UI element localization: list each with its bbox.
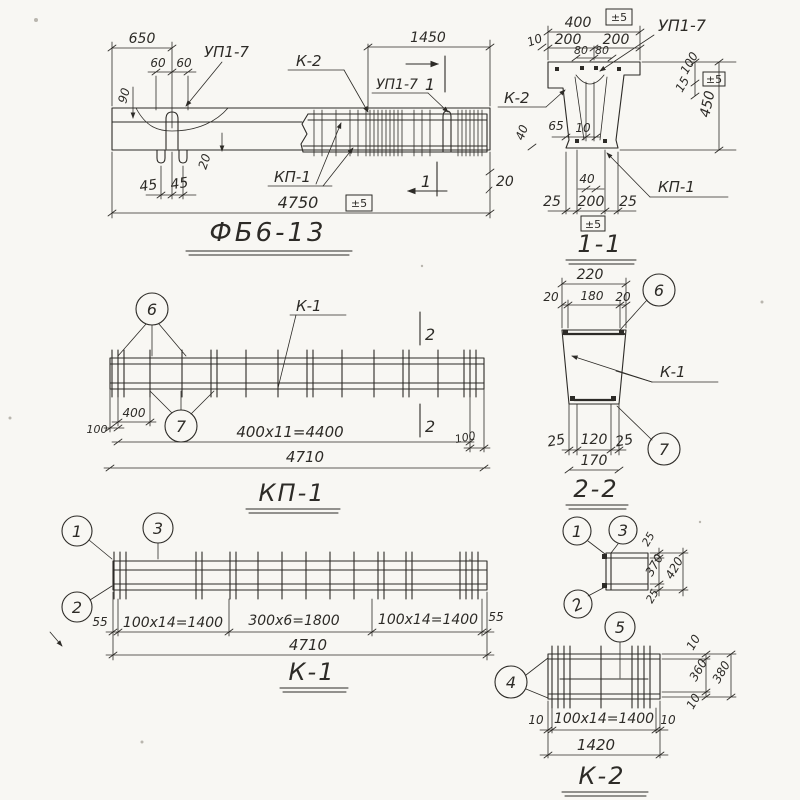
- detail-k1-section: [563, 516, 688, 618]
- view-title-k1-underline: [280, 688, 348, 692]
- section-1-mark-bottom: 1: [420, 172, 431, 191]
- dim-180: 180: [580, 289, 604, 303]
- dim-10-bottom: 10: [683, 691, 704, 712]
- rebar-dots: [563, 330, 624, 401]
- label-kp1: КП-1: [658, 178, 695, 196]
- dim-400: 400: [122, 406, 146, 420]
- dim-80a: 80: [574, 44, 588, 57]
- dim-25b: 25: [643, 586, 662, 606]
- dim-100-left: 100: [86, 423, 108, 436]
- view-title-k2: К-2: [578, 762, 626, 790]
- dim-10-top: 10: [683, 632, 704, 653]
- callout-1: 1: [571, 522, 583, 541]
- dim-380: 380: [709, 658, 734, 686]
- leader-k2: [546, 90, 565, 107]
- dim-1450: 1450: [410, 30, 446, 46]
- leader-kp1: [607, 153, 650, 197]
- label-k1: К-1: [660, 363, 686, 381]
- label-k2: К-2: [296, 52, 322, 70]
- callout-1-leader: [588, 541, 605, 554]
- dim-420: 420: [662, 554, 687, 582]
- dim-45a: 45: [138, 176, 159, 196]
- dim-25a: 25: [543, 194, 561, 210]
- callout-4-leaders: [526, 658, 548, 698]
- callout-6: 6: [146, 300, 158, 319]
- section-2-mark-bottom: 2: [425, 417, 436, 436]
- dim-15-right: 15: [672, 74, 693, 95]
- dim-10-mid: 10: [575, 121, 591, 135]
- dim-370: 370: [642, 551, 667, 579]
- dim-100-right: 100: [453, 429, 477, 447]
- dim-220: 220: [576, 267, 604, 283]
- leader-kp1-a: [316, 123, 341, 184]
- section-title-1-1-underline: [566, 260, 636, 264]
- dim-200c: 200: [577, 194, 605, 210]
- view-title-fb6-13-underline: [186, 251, 352, 255]
- leader-k2: [344, 70, 368, 112]
- view-title-fb6-13: ФБ6-13: [209, 218, 327, 248]
- dim-200b: 200: [602, 32, 630, 48]
- section-2-mark-top: 2: [425, 325, 436, 344]
- stirrup-bars: [564, 334, 624, 400]
- dim-360: 360: [686, 656, 711, 684]
- rebar-dot-top: [602, 554, 607, 559]
- dim-60a: 60: [150, 56, 166, 70]
- section-2-2: [543, 267, 718, 509]
- callout-2: 2: [71, 598, 83, 617]
- section-title-2-2-underline: [566, 505, 628, 509]
- k2-chords: [548, 654, 660, 699]
- callout-5: 5: [614, 618, 626, 637]
- leader-kp1-b: [323, 148, 353, 186]
- beam-recess-arc: [136, 108, 228, 131]
- callout-2-leader: [588, 587, 605, 596]
- k1-chords: [113, 561, 487, 590]
- label-up17: УП1-7: [658, 16, 706, 35]
- dim-200a: 200: [554, 32, 582, 48]
- panel-stirrup-lines: [314, 110, 482, 156]
- dim-80b: 80: [595, 44, 609, 57]
- callout-7: 7: [658, 440, 670, 459]
- dim-650-lines: [108, 42, 176, 128]
- dim-4750: 4750: [277, 193, 319, 212]
- tol-right: ±5: [705, 73, 723, 86]
- dim-25b: 25: [614, 431, 635, 451]
- label-up17-left: УП1-7: [204, 43, 249, 61]
- dim-40-bottom-lines: [578, 186, 604, 192]
- dim-run3: 100x14=1400: [377, 612, 479, 628]
- view-title-k2-underline: [562, 792, 648, 796]
- dim-40-left-tick: [528, 144, 536, 150]
- leader-k1: [278, 315, 296, 388]
- dim-65: 65: [548, 119, 564, 133]
- tol-bottom: ±5: [584, 218, 602, 231]
- dim-45b: 45: [169, 174, 190, 194]
- dim-170: 170: [580, 453, 608, 469]
- dim-25a: 25: [546, 431, 567, 451]
- section-1-mark-top: 1: [424, 75, 435, 94]
- dim-100-right: 100: [677, 49, 702, 77]
- dim-total: 1420: [576, 736, 616, 754]
- dim-20-mid: 20: [195, 152, 214, 171]
- dim-20-right: 20: [496, 174, 514, 190]
- dim-25b: 25: [619, 194, 637, 210]
- callout-1-leader: [89, 540, 112, 559]
- dim-450: 450: [697, 89, 719, 119]
- dim-55-left: 55: [92, 615, 108, 629]
- leader-up17-mid: [428, 93, 448, 112]
- dim-total: 4710: [288, 636, 328, 654]
- view-k2: [495, 612, 736, 796]
- label-up17-mid: УП1-7: [376, 77, 418, 93]
- k1-stirrups: [114, 552, 478, 599]
- trapezoid-outline: [562, 330, 626, 404]
- label-k1: К-1: [296, 297, 322, 315]
- label-k2: К-2: [504, 89, 530, 107]
- view-title-k1: К-1: [288, 658, 336, 686]
- dim-650: 650: [128, 31, 156, 47]
- callout-3: 3: [152, 519, 164, 538]
- tol-4750: ±5: [350, 197, 368, 210]
- section-title-2-2: 2-2: [573, 475, 619, 503]
- kp1-chords: [110, 358, 484, 389]
- tol-400: ±5: [610, 11, 628, 24]
- stray-arrow: [50, 632, 62, 646]
- dim-run: 100x14=1400: [553, 711, 655, 727]
- callout-4: 4: [505, 673, 517, 692]
- callout-6-leader: [620, 300, 647, 330]
- dim-20b: 20: [615, 290, 631, 304]
- dim-20a: 20: [543, 290, 559, 304]
- callout-2-leader: [90, 586, 112, 600]
- callout-1: 1: [71, 522, 83, 541]
- view-k1: [50, 513, 504, 692]
- section-1-1: [498, 9, 736, 264]
- dim-10b: 10: [660, 713, 676, 727]
- dim-60b: 60: [176, 56, 192, 70]
- callout-6: 6: [653, 281, 665, 300]
- view-kp1: [87, 293, 491, 513]
- callout-2: 2: [568, 593, 586, 616]
- label-kp1: КП-1: [274, 168, 311, 186]
- dim-10-left: 10: [525, 31, 545, 50]
- dim-25a: 25: [639, 529, 658, 549]
- dim-55-right: 55: [488, 610, 504, 624]
- section-title-1-1: 1-1: [577, 230, 623, 258]
- dim-total: 4710: [285, 448, 325, 466]
- callout-7: 7: [175, 417, 187, 436]
- dim-run2: 300x6=1800: [248, 613, 340, 629]
- view-title-kp1-underline: [246, 509, 340, 513]
- callout-6-leaders: [118, 324, 186, 356]
- dim-120: 120: [580, 432, 608, 448]
- callout-3: 3: [617, 521, 629, 540]
- kp1-stirrups: [112, 350, 476, 397]
- dim-10a: 10: [528, 713, 544, 727]
- dim-400: 400: [564, 15, 592, 31]
- view-title-kp1: КП-1: [258, 479, 326, 507]
- dim-run: 400x11=4400: [236, 423, 344, 441]
- dim-90: 90: [115, 86, 133, 105]
- dim-40-bottom: 40: [579, 172, 595, 186]
- dim-40-left: 40: [512, 122, 532, 143]
- callout-3-leader: [611, 544, 618, 553]
- view-fb6-13: [108, 30, 514, 255]
- dim-run1: 100x14=1400: [122, 615, 224, 631]
